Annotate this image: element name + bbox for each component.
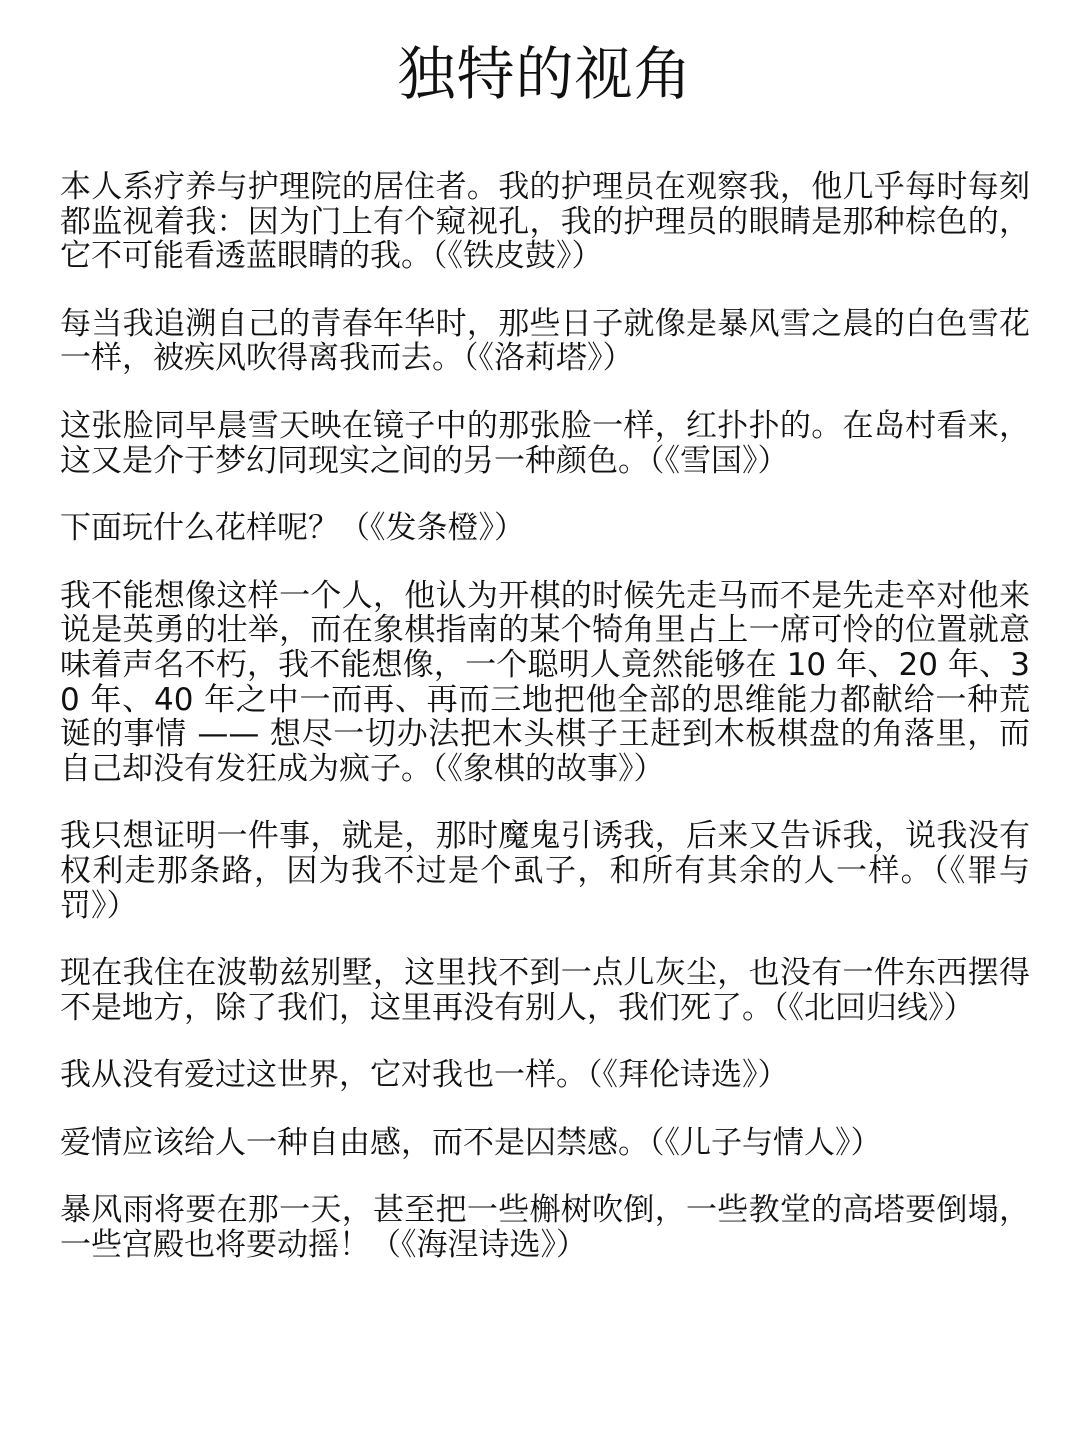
quote-paragraph: 爱情应该给人一种自由感，而不是囚禁感。（《儿子与情人》） (60, 1124, 882, 1161)
quote-paragraph: 这张脸同早晨雪天映在镜子中的那张脸一样，红扑扑的。在岛村看来，这又是介于梦幻同现实之间的另一种颜色。（《雪国》） (60, 407, 1030, 479)
quote-list (60, 170, 1030, 1263)
quote-paragraph: 暴风雨将要在那一天，甚至把一些槲树吹倒，一些教堂的高塔要倒塌，一些宫殿也将要动摇！（《海涅诗选》） (60, 1192, 1030, 1264)
quote-paragraph: 我不能想像这样一个人，他认为开棋的时候先走马而不是先走卒对他来说是英勇的壮举，而在象棋指南的某个犄角里占上一席可怜的位置就意味着声名不朽，我不能想像，一个聪明人竟然能够在 10 年、20 年、30 年、40 年之中一而再、再而三地把他全部的思维能力都献给一种荒诞的事情 —— 想尽一切办法把木头棋子王赶到木板棋盘的角落里，而自己却没有发狂成为疯子。（《象棋的故事》） (60, 577, 1030, 787)
quote-paragraph: 下面玩什么花样呢？（《发条橙》） (60, 510, 525, 547)
quote-paragraph: 本人系疗养与护理院的居住者。我的护理员在观察我，他几乎每时每刻都监视着我：因为门上有个窥视孔，我的护理员的眼睛是那种棕色的，它不可能看透蓝眼睛的我。（《铁皮鼓》） (60, 169, 1030, 275)
quote-paragraph: 每当我追溯自己的青春年华时，那些日子就像是暴风雪之晨的白色雪花一样，被疾风吹得离我而去。（《洛莉塔》） (60, 305, 1030, 377)
quote-paragraph: 现在我住在波勒兹别墅，这里找不到一点儿灰尘，也没有一件东西摆得不是地方，除了我们，这里再没有别人，我们死了。（《北回归线》） (60, 955, 1030, 1026)
page-title: 独特的视角 (397, 40, 693, 108)
quote-paragraph: 我只想证明一件事，就是，那时魔鬼引诱我，后来又告诉我，说我没有权利走那条路，因为我不过是个虱子，和所有其余的人一样。（《罪与罚》） (60, 818, 1030, 924)
quote-paragraph: 我从没有爱过这世界，它对我也一样。（《拜伦诗选》） (60, 1057, 789, 1094)
